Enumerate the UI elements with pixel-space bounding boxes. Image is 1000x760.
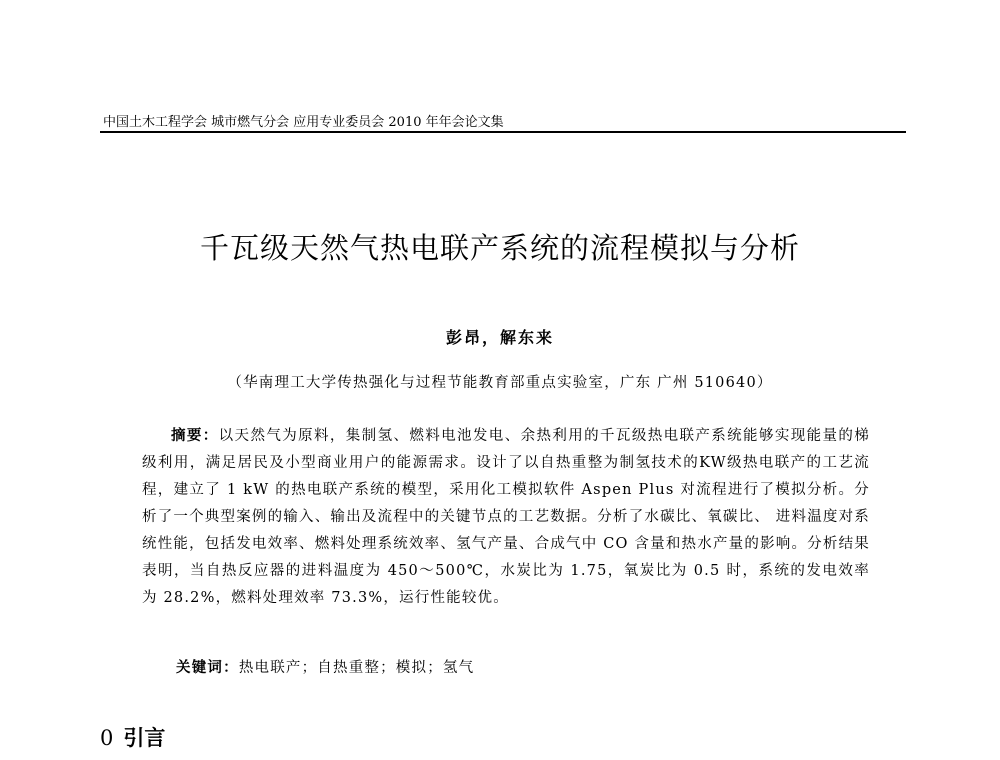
abstract-label: 摘要： bbox=[171, 428, 219, 444]
abstract bbox=[142, 423, 870, 612]
running-header: 中国土木工程学会 城市燃气分会 应用专业委员会 2010 年年会论文集 bbox=[103, 115, 504, 130]
authors: 彭昂，解东来 bbox=[445, 328, 554, 347]
keywords bbox=[176, 656, 866, 677]
paper-title: 千瓦级天然气热电联产系统的流程模拟与分析 bbox=[199, 231, 800, 265]
header-rule bbox=[100, 131, 906, 133]
keywords-label: 关键词： bbox=[176, 660, 239, 676]
abstract-text: 以天然气为原料，集制氢、燃料电池发电、余热利用的千瓦级热电联产系统能够实现能量的梯级利用，满足居民及小型商业用户的能源需求。设计了以自热重整为制氢技术的KW级热电联产的工艺流程，建立了 1 kW 的热电联产系统的模型，采用化工模拟软件 Aspen Plus 对流程进行了模拟分析。分析了一个典型案例的输入、输出及流程中的关键节点的工艺数据。分析了水碳比、氧碳比、 进料温度对系统性能，包括发电效率、燃料处理系统效率、氢气产量、合成气中 CO 含量和热水产量的影响。分析结果表明，当自热反应器的进料温度为 450～500℃，水炭比为 1.75，氧炭比为 0.5 时，系统的发电效率为 28.2%，燃料处理效率 73.3%，运行性能较优。 bbox=[142, 428, 871, 606]
section-title: 引言 bbox=[123, 726, 166, 750]
affiliation: （华南理工大学传热强化与过程节能教育部重点实验室，广东 广州 510640） bbox=[227, 375, 773, 391]
section-heading bbox=[100, 722, 165, 752]
keywords-text: 热电联产；自热重整；模拟；氢气 bbox=[238, 660, 475, 676]
section-number: 0 bbox=[100, 726, 114, 750]
